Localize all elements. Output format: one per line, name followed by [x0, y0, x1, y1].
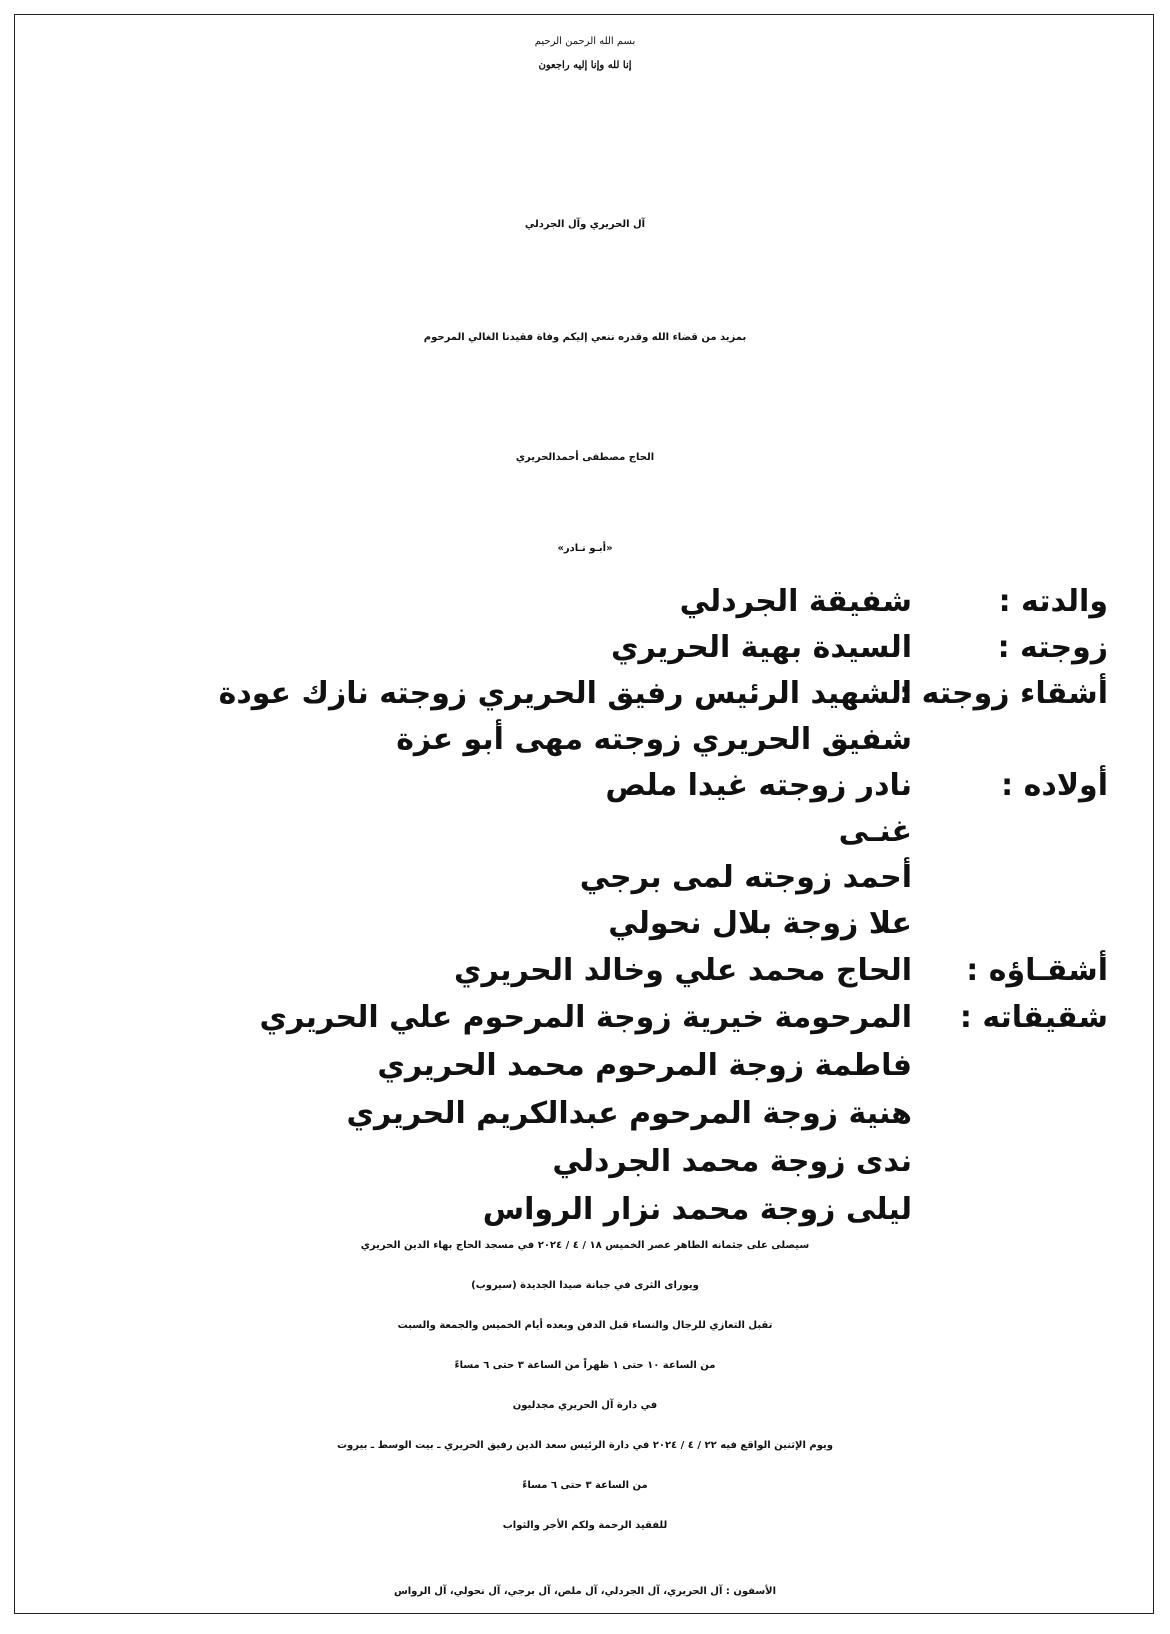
announcement-intro: بمزيد من قضاء الله وقدره ننعي إليكم وفاة فقيدنا الغالي المرحوم: [423, 332, 747, 343]
burial-line: ويوراى الثرى في جبانة صيدا الجديدة (سيروب): [471, 1280, 699, 1291]
relative-value: شفيقة الجردلي: [679, 584, 912, 619]
quran-verse: إنا لله وإنا إليه راجعون: [538, 60, 632, 71]
relative-value: هنية زوجة المرحوم عبدالكريم الحريري: [346, 1096, 912, 1131]
deceased-nickname: «أبـو نـادر»: [557, 543, 613, 554]
relative-label-wife-siblings: أشقاء زوجته :: [899, 676, 1108, 711]
relative-label-children: أولاده :: [1001, 768, 1108, 803]
closing-prayer: للفقيد الرحمة ولكم الأجر والثواب: [502, 1520, 668, 1531]
relative-label-mother: والدته :: [998, 584, 1108, 619]
relative-value: غنـى: [838, 814, 912, 849]
condolence-hours-line: من الساعة ١٠ حتى ١ ظهراً من الساعة ٣ حتى ٦ مساءً: [454, 1360, 716, 1371]
monday-hours-line: من الساعة ٣ حتى ٦ مساءً: [522, 1480, 648, 1491]
monday-condolence-line: ويوم الإثنين الواقع فيه ٢٢ / ٤ / ٢٠٢٤ في دارة الرئيس سعد الدين رفيق الحريري ـ بيت الوسط ـ بيروت: [337, 1440, 833, 1451]
relative-value: علا زوجة بلال نحولي: [608, 906, 912, 941]
relative-value: نادر زوجته غيدا ملص: [605, 768, 912, 803]
condolences-line: تقبل التعازي للرجال والنساء قبل الدفن وبعده أيام الخميس والجمعة والسبت: [397, 1320, 773, 1331]
relative-value: أحمد زوجته لمى برجي: [579, 860, 912, 895]
basmala: بسم الله الرحمن الرحيم: [534, 36, 636, 47]
relative-value: الحاج محمد علي وخالد الحريري: [454, 953, 912, 988]
funeral-prayer-line: سيصلى على جثمانه الطاهر عصر الخميس ١٨ / ٤ / ٢٠٢٤ في مسجد الحاج بهاء الدين الحريري: [360, 1240, 810, 1251]
relative-value: السيدة بهية الحريري: [610, 630, 912, 665]
family-names-heading: آل الحريري وآل الجردلي: [524, 219, 646, 230]
deceased-name: الحاج مصطفى أحمدالحريري: [515, 452, 655, 463]
relative-label-brothers: أشقـاؤه :: [966, 953, 1108, 988]
relative-value: ندى زوجة محمد الجردلي: [552, 1144, 912, 1179]
relative-value: المرحومة خيرية زوجة المرحوم علي الحريري: [259, 1000, 912, 1035]
mourners-line: الأسفون : آل الحريري، آل الجردلي، آل ملص، آل برجي، آل نحولي، آل الرواس: [393, 1586, 777, 1597]
relative-label-wife: زوجته :: [997, 630, 1108, 665]
condolence-place-line: في دارة آل الحريري مجدليون: [512, 1400, 658, 1411]
relative-value: ليلى زوجة محمد نزار الرواس: [482, 1192, 912, 1227]
relative-value: شفيق الحريري زوجته مهى أبو عزة: [396, 722, 912, 757]
relative-value: الشهيد الرئيس رفيق الحريري زوجته نازك عودة: [218, 676, 912, 711]
relative-value: فاطمة زوجة المرحوم محمد الحريري: [377, 1048, 912, 1083]
relative-label-sisters: شقيقاته :: [959, 1000, 1108, 1035]
